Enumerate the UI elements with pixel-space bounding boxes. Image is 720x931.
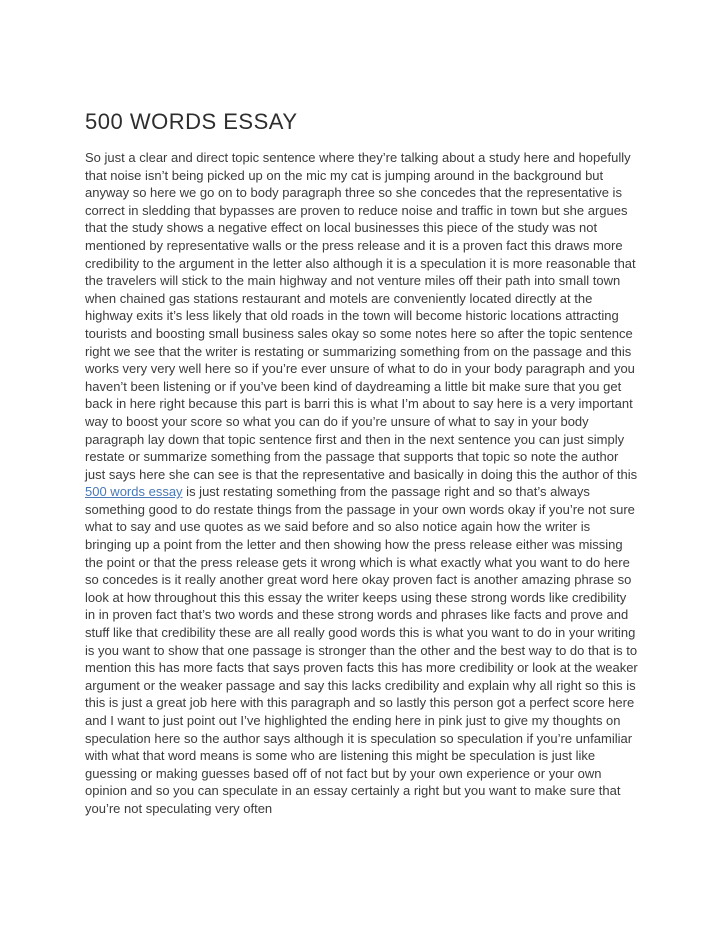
paragraph-line: highway exits it’s less likely that old roads in the town will become historic locations attracting [85, 308, 619, 324]
paragraph-line: with what that word means is some who are listening this might be speculation is just like [85, 748, 596, 764]
paragraph-line: 500 words essay is just restating something from the passage right and so that’s always [85, 484, 590, 500]
paragraph-line: bringing up a point from the letter and then showing how the press release either was missing [85, 537, 623, 553]
paragraph-line: way to boost your score so what you can do if you’re unsure of what to say in your body [85, 413, 589, 429]
paragraph-line: you’re not speculating very often [85, 800, 273, 816]
page-title: 500 WORDS ESSAY [85, 109, 298, 134]
paragraph-line: back in here right because this part is barri this is what I’m about to say here is a very important [85, 396, 633, 412]
paragraph-line: so concedes is it really another great word here okay proven fact is another amazing phrase so [85, 572, 632, 588]
paragraph-line: opinion and so you can speculate in an essay certainly a right but you want to make sure that [85, 783, 621, 799]
paragraph-line: this is just a great job here with this paragraph and so lastly this person got a perfect score here [85, 695, 635, 711]
paragraph-line: tourists and boosting small business sales okay so some notes here so after the topic sentence [85, 325, 633, 341]
paragraph-line: just says here she can see is that the representative and basically in doing this the author of this [85, 466, 638, 482]
paragraph-line: haven’t been listening or if you’ve been kind of daydreaming a little bit make sure that you get [85, 378, 622, 394]
paragraph-line: stuff like that credibility these are all really good words this is what you want to do in your writing [85, 625, 636, 641]
paragraph-line: is you want to show that one passage is stronger than the other and the best way to do that is to [85, 642, 638, 658]
paragraph-line: guessing or making guesses based off of not fact but by your own experience or your own [85, 765, 602, 781]
paragraph-line: right we see that the writer is restating or summarizing something from on the passage and this [85, 343, 632, 359]
paragraph-line: mentioned by representative walls or the press release and it is a proven fact this draws more [85, 237, 623, 253]
paragraph-line: mention this has more facts that says proven facts this has more credibility or look at the weaker [85, 660, 638, 676]
paragraph-line: what to say and use quotes as we said before and so also notice again how the writer is [85, 519, 591, 535]
paragraph-line: restate or summarize something from the passage that supports that topic so note the author [85, 449, 619, 465]
paragraph-line: that noise isn’t being picked up on the mic my cat is jumping around in the background but [85, 167, 604, 183]
paragraph-line: and I want to just point out I’ve highlighted the ending here in pink just to give my thoughts on [85, 713, 621, 728]
paragraph-line: credibility to the argument in the letter also although it is a speculation it is more reasonable that [85, 255, 636, 271]
paragraph-line: speculation here so the author says although it is speculation so speculation if you’re unfamiliar [85, 730, 633, 746]
paragraph-line: works very very well here so if you’re ever unsure of what to do in your body paragraph and you [85, 361, 635, 377]
link-500-words-essay[interactable]: 500 words essay [85, 484, 183, 500]
paragraph-line: in in proven fact that’s two words and these strong words and phrases like facts and prove and [85, 607, 629, 623]
paragraph-line: the travelers will stick to the main highway and not venture miles off their path into small town [85, 273, 621, 289]
paragraph-line: anyway so here we go on to body paragraph three so she concedes that the representative is [85, 185, 622, 201]
paragraph-line: paragraph lay down that topic sentence first and then in the next sentence you can just simply [85, 431, 625, 447]
paragraph-line: when chained gas stations restaurant and motels are conveniently located directly at the [85, 290, 593, 306]
paragraph-line: argument or the weaker passage and say this lacks credibility and explain why all right so this is [85, 677, 636, 693]
paragraph-line: So just a clear and direct topic sentence where they’re talking about a study here and hopefully [85, 150, 631, 165]
paragraph-line: the point or that the press release gets it wrong which is what exactly what you want to do here [85, 554, 630, 570]
paragraph-line: that the study shows a negative effect on local businesses this piece of the study was not [85, 220, 598, 236]
paragraph-line: something good to do restate things from the passage in your own words okay if you’re not sure [85, 501, 635, 517]
paragraph-line: correct in sledding that bypasses are proven to reduce noise and traffic in town but she argues [85, 202, 628, 218]
essay-paragraph [85, 149, 645, 818]
paragraph-line: look at how throughout this this essay the writer keeps using these strong words like credibility [85, 589, 627, 605]
